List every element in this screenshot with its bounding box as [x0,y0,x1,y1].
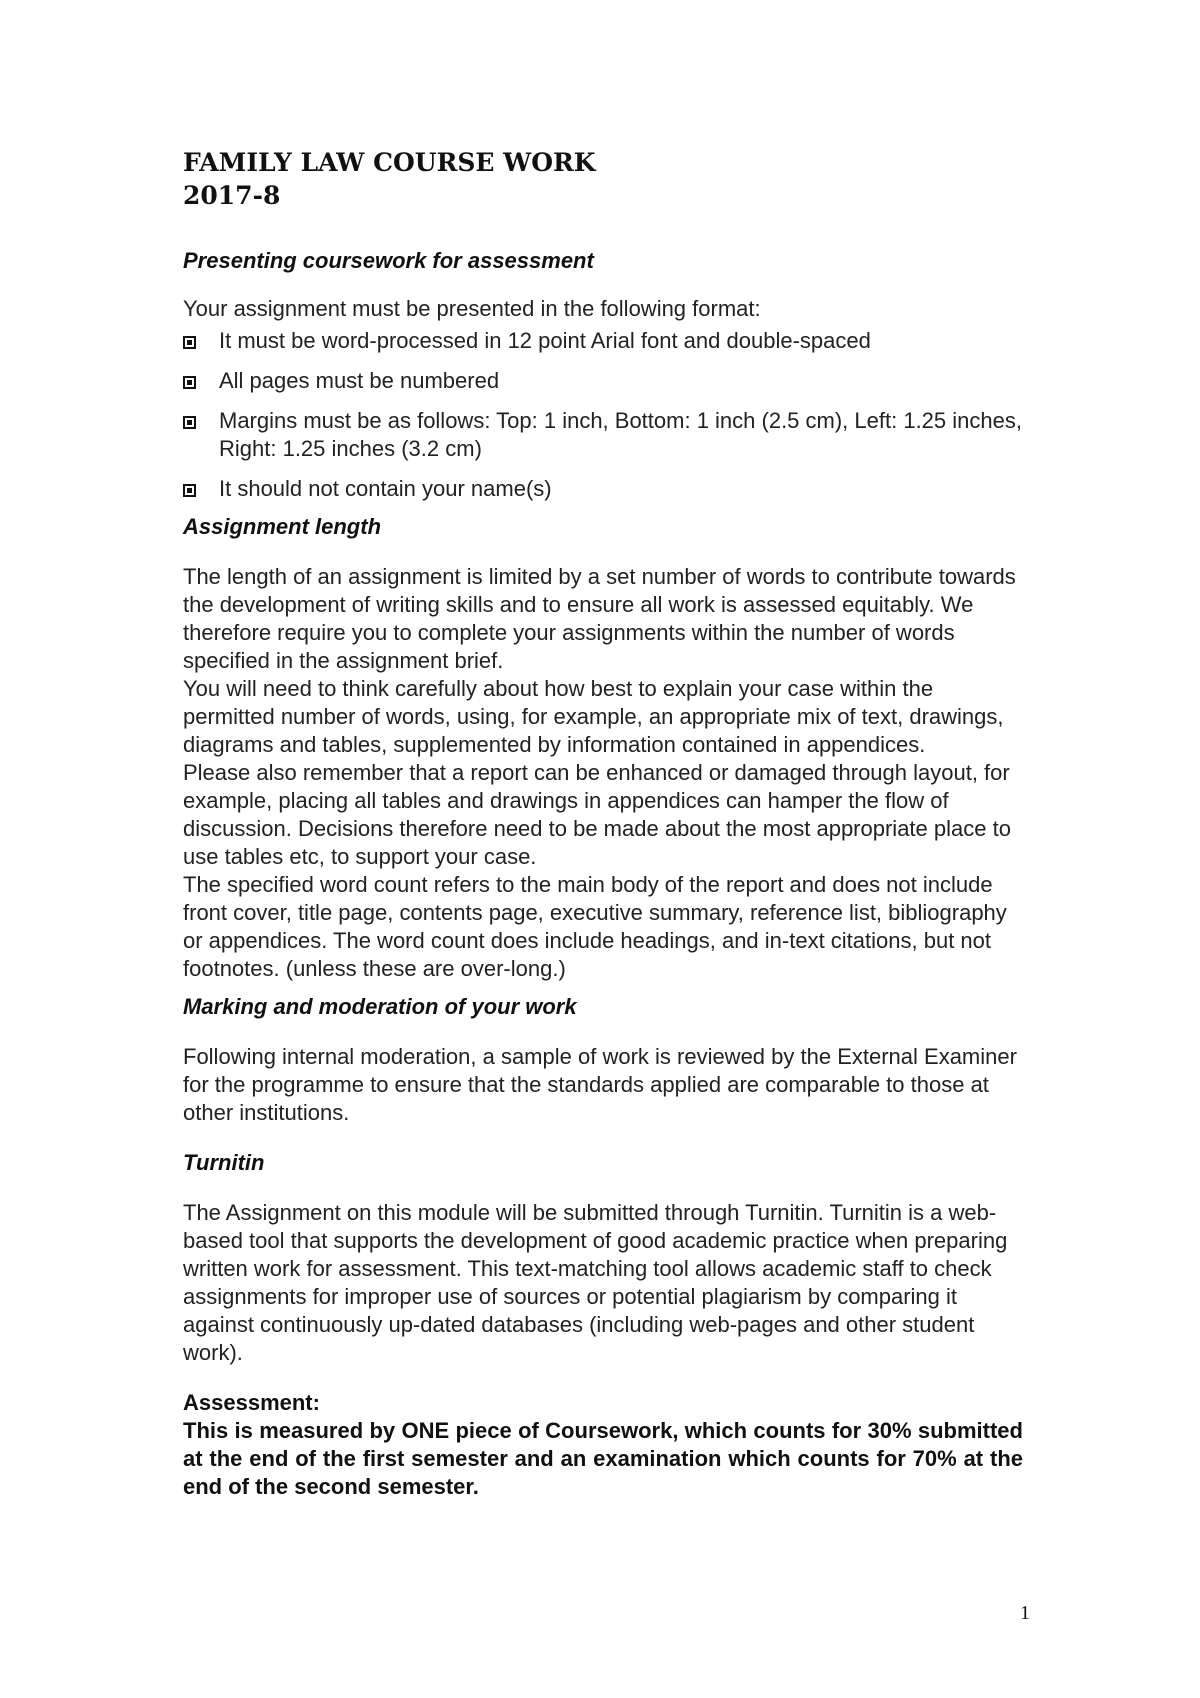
heading-marking-moderation: Marking and moderation of your work [183,994,577,1019]
heading-presenting-coursework: Presenting coursework for assessment [183,248,594,273]
square-bullet-icon [183,416,196,429]
document-title: FAMILY LAW COURSE WORK [183,148,596,177]
square-bullet-icon [183,336,196,349]
length-paragraph-2: You will need to think carefully about how best to explain your case within the permitted number of words, using, for example, an appropriate mix of text, drawings, diagrams and tables, supplemented by information contained in appendices. [183,676,1004,757]
assessment-paragraph: This is measured by ONE piece of Coursework, which counts for 30% submitted at the end of the first semester and an examination which counts for 70% at the end of the second semester. [183,1418,1023,1499]
list-item [183,407,1023,463]
square-bullet-icon [183,376,196,389]
length-paragraph-4: The specified word count refers to the main body of the report and does not include front cover, title page, contents page, executive summary, reference list, bibliography or appendices. The word count does include headings, and in-text citations, but not footnotes. (unless these are over-long.) [183,872,1007,981]
marking-paragraph: Following internal moderation, a sample of work is reviewed by the External Examiner for the programme to ensure that the standards applied are comparable to those at other institutions. [183,1044,1017,1125]
document-body [183,146,1023,1501]
list-item [183,475,1023,503]
square-bullet-icon [183,484,196,497]
presenting-intro: Your assignment must be presented in the following format: [183,296,761,321]
heading-assessment: Assessment: [183,1390,320,1415]
length-paragraph-1: The length of an assignment is limited by a set number of words to contribute towards the development of writing skills and to ensure all work is assessed equitably. We therefore require you to complete your assignments within the number of words specified in the assignment brief. [183,564,1016,673]
format-requirements-list [183,327,1023,503]
heading-turnitin: Turnitin [183,1150,265,1175]
turnitin-paragraph: The Assignment on this module will be submitted through Turnitin. Turnitin is a web-based tool that supports the development of good academic practice when preparing written work for assessment. This text-matching tool allows academic staff to check assignments for improper use of sources or potential plagiarism by comparing it against continuously up-dated databases (including web-pages and other student work). [183,1200,1008,1365]
list-item-text: It must be word-processed in 12 point Arial font and double-spaced [219,328,871,353]
list-item-text: It should not contain your name(s) [219,476,552,501]
list-item-text: All pages must be numbered [219,368,500,393]
length-paragraph-3: Please also remember that a report can be enhanced or damaged through layout, for example, placing all tables and drawings in appendices can hamper the flow of discussion. Decisions therefore need to be made about the most appropriate place to use tables etc, to support your case. [183,760,1011,869]
heading-assignment-length: Assignment length [183,514,382,539]
page-number: 1 [1020,1602,1030,1624]
list-item [183,367,1023,395]
document-year: 2017-8 [183,181,281,210]
list-item-text: Margins must be as follows: Top: 1 inch, Bottom: 1 inch (2.5 cm), Left: 1.25 inches, Right: 1.25 inches (3.2 cm) [219,408,1022,461]
list-item [183,327,1023,355]
